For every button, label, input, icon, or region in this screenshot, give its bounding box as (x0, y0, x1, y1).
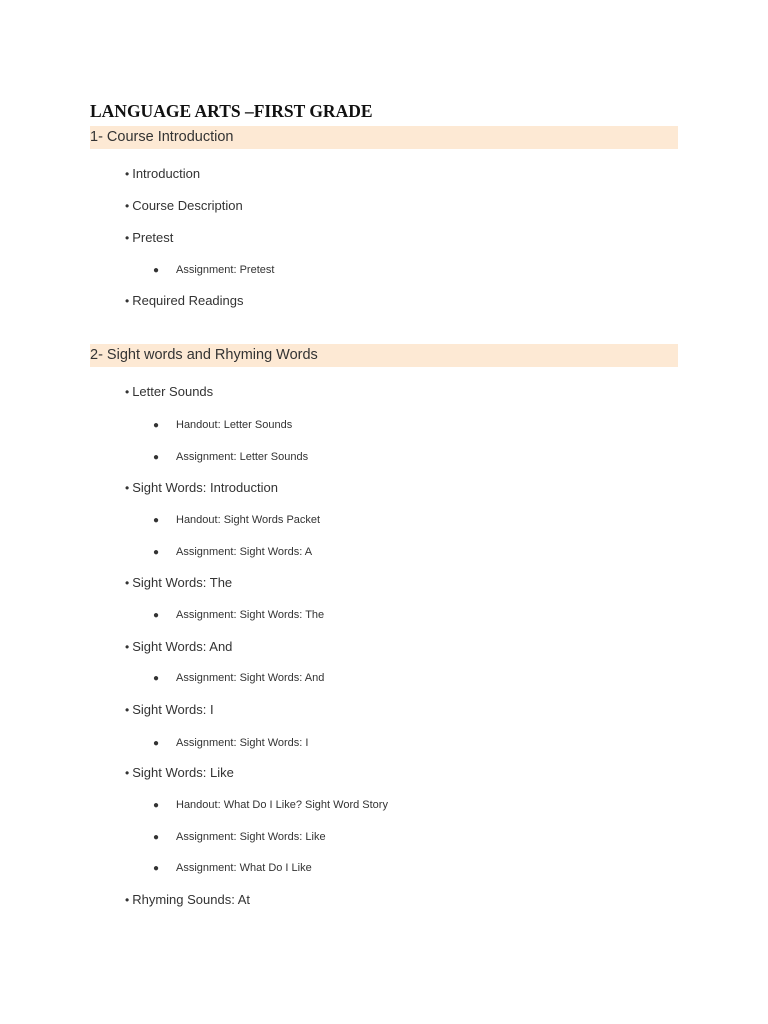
bullet-icon: ● (153, 673, 160, 684)
list-item-sight-words-like (125, 764, 234, 782)
sub-item-label: Handout: Sight Words Packet (176, 514, 321, 526)
sub-item-label: Assignment: Sight Words: Like (176, 831, 326, 843)
list-item-label: Rhyming Sounds: At (132, 892, 250, 907)
bullet-icon: • (125, 167, 130, 181)
list-item-sight-words-introduction (125, 479, 278, 497)
list-item-course-description (125, 197, 243, 215)
bullet-icon: • (125, 640, 130, 654)
list-item-label: Letter Sounds (132, 384, 214, 399)
bullet-icon: • (125, 294, 130, 308)
list-item-label: Sight Words: Like (132, 765, 234, 780)
bullet-icon: • (125, 703, 130, 717)
list-item-label: Sight Words: And (132, 639, 233, 654)
list-item-rhyming-sounds-at (125, 891, 250, 909)
list-item-sight-words-the (125, 574, 232, 592)
bullet-icon: ● (153, 420, 160, 431)
sub-item-assignment-pretest (153, 261, 274, 280)
bullet-icon: ● (153, 610, 160, 621)
bullet-icon: • (125, 893, 130, 907)
bullet-icon: • (125, 385, 130, 399)
section-heading-text: 1- Course Introduction (90, 129, 234, 145)
sub-item-label: Assignment: What Do I Like (176, 862, 312, 874)
list-item-label: Required Readings (132, 293, 244, 308)
list-item-sight-words-i (125, 701, 214, 719)
page-title: LANGUAGE ARTS –FIRST GRADE (90, 101, 373, 121)
bullet-icon: ● (153, 738, 160, 749)
sub-item-handout-sight-words-packet (153, 511, 320, 530)
sub-item-label: Handout: What Do I Like? Sight Word Story (176, 799, 388, 811)
section-heading-course-introduction (90, 126, 678, 149)
list-item-introduction (125, 165, 200, 183)
bullet-icon: • (125, 481, 130, 495)
list-item-label: Course Description (132, 198, 243, 213)
list-item-label: Introduction (132, 166, 201, 181)
sub-item-assignment-sight-words-a (153, 543, 312, 562)
section-heading-sight-words (90, 344, 678, 367)
sub-item-label: Assignment: Sight Words: And (176, 672, 325, 684)
sub-item-assignment-what-do-i-like (153, 859, 312, 878)
bullet-icon: ● (153, 547, 160, 558)
sub-item-handout-letter-sounds (153, 416, 292, 435)
list-item-required-readings (125, 292, 244, 310)
list-item-label: Sight Words: I (132, 702, 214, 717)
bullet-icon: ● (153, 452, 160, 463)
list-item-label: Sight Words: Introduction (132, 480, 278, 495)
bullet-icon: • (125, 231, 130, 245)
bullet-icon: • (125, 576, 130, 590)
sub-item-assignment-sight-words-like (153, 828, 326, 847)
list-item-letter-sounds (125, 383, 213, 401)
sub-item-assignment-sight-words-and (153, 669, 324, 688)
sub-item-handout-what-do-i-like (153, 796, 388, 815)
bullet-icon: ● (153, 515, 160, 526)
list-item-label: Pretest (132, 230, 174, 245)
bullet-icon: ● (153, 265, 160, 276)
list-item-sight-words-and (125, 638, 232, 656)
sub-item-label: Assignment: Sight Words: The (176, 609, 325, 621)
sub-item-label: Assignment: Sight Words: A (176, 546, 313, 558)
sub-item-assignment-letter-sounds (153, 448, 308, 467)
sub-item-label: Assignment: Sight Words: I (176, 737, 309, 749)
sub-item-label: Assignment: Letter Sounds (176, 451, 309, 463)
list-item-pretest (125, 229, 173, 247)
bullet-icon: • (125, 199, 130, 213)
sub-item-assignment-sight-words-i (153, 734, 308, 753)
bullet-icon: ● (153, 832, 160, 843)
sub-item-label: Handout: Letter Sounds (176, 419, 293, 431)
bullet-icon: ● (153, 863, 160, 874)
sub-item-label: Assignment: Pretest (176, 264, 275, 276)
bullet-icon: • (125, 766, 130, 780)
list-item-label: Sight Words: The (132, 575, 233, 590)
sub-item-assignment-sight-words-the (153, 606, 324, 625)
bullet-icon: ● (153, 800, 160, 811)
section-heading-text: 2- Sight words and Rhyming Words (90, 347, 318, 363)
